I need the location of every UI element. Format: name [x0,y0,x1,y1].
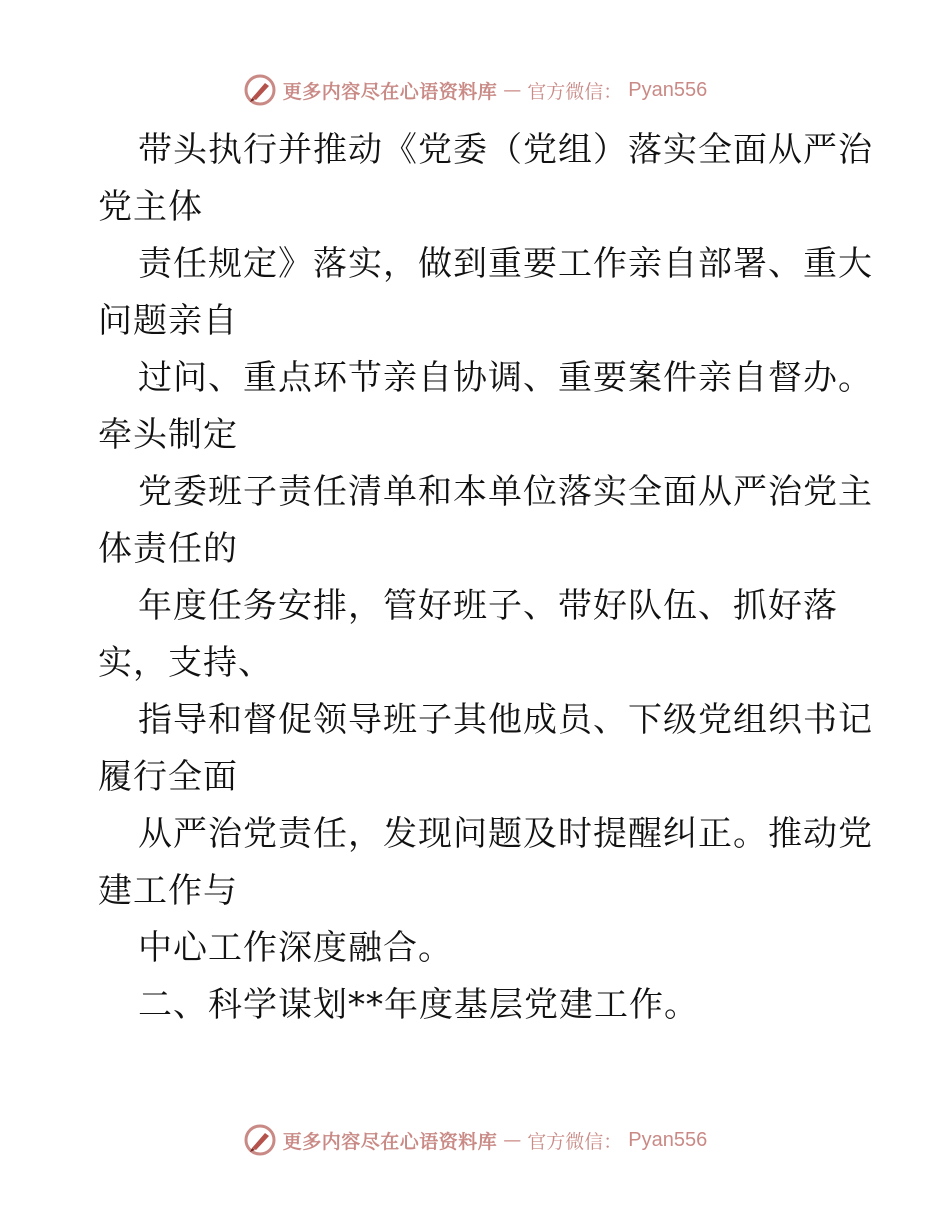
paragraph-line: 责任规定》落实，做到重要工作亲自部署、重大 [138,244,873,284]
paragraph [98,578,858,692]
paragraph-line: 问题亲自 [98,301,238,341]
paragraph-line: 实，支持、 [98,643,273,683]
watermark-contact-label: 官方微信： [527,1130,623,1153]
footer-watermark [0,1120,950,1160]
paragraph [98,464,873,578]
paragraph [98,920,858,977]
pen-logo-icon [243,73,277,107]
pen-logo-icon [243,1123,277,1157]
watermark-separator: — [503,1129,522,1151]
paragraph [98,977,858,1034]
watermark-separator: — [503,79,522,101]
paragraph [98,236,873,350]
paragraph [98,350,873,464]
paragraph [98,122,873,236]
paragraph-line: 党主体 [98,187,203,227]
paragraph-line: 指导和督促领导班子其他成员、下级党组织书记 [138,700,873,740]
paragraph-line: 建工作与 [98,871,238,911]
paragraph-line: 中心工作深度融合。 [138,928,453,968]
watermark-brand-text: 更多内容尽在心语资料库 [282,1130,498,1153]
paragraph-line: 过问、重点环节亲自协调、重要案件亲自督办。 [138,358,873,398]
paragraph [98,692,873,806]
paragraph-line: 年度任务安排，管好班子、带好队伍、抓好落 [138,586,838,626]
watermark-contact-id: Pyan556 [628,1128,708,1151]
paragraph-line: 履行全面 [98,757,238,797]
document-body [98,122,873,1034]
watermark-contact-label: 官方微信： [527,80,623,103]
paragraph [98,806,873,920]
paragraph-line: 二、科学谋划**年度基层党建工作。 [138,985,699,1025]
watermark-contact-id: Pyan556 [628,78,708,101]
paragraph-line: 体责任的 [98,529,238,569]
paragraph-line: 从严治党责任，发现问题及时提醒纠正。推动党 [138,814,873,854]
watermark-brand-text: 更多内容尽在心语资料库 [282,80,498,103]
paragraph-line: 党委班子责任清单和本单位落实全面从严治党主 [138,472,873,512]
paragraph-line: 牵头制定 [98,415,238,455]
header-watermark [0,70,950,110]
paragraph-line: 带头执行并推动《党委（党组）落实全面从严治 [138,130,873,170]
